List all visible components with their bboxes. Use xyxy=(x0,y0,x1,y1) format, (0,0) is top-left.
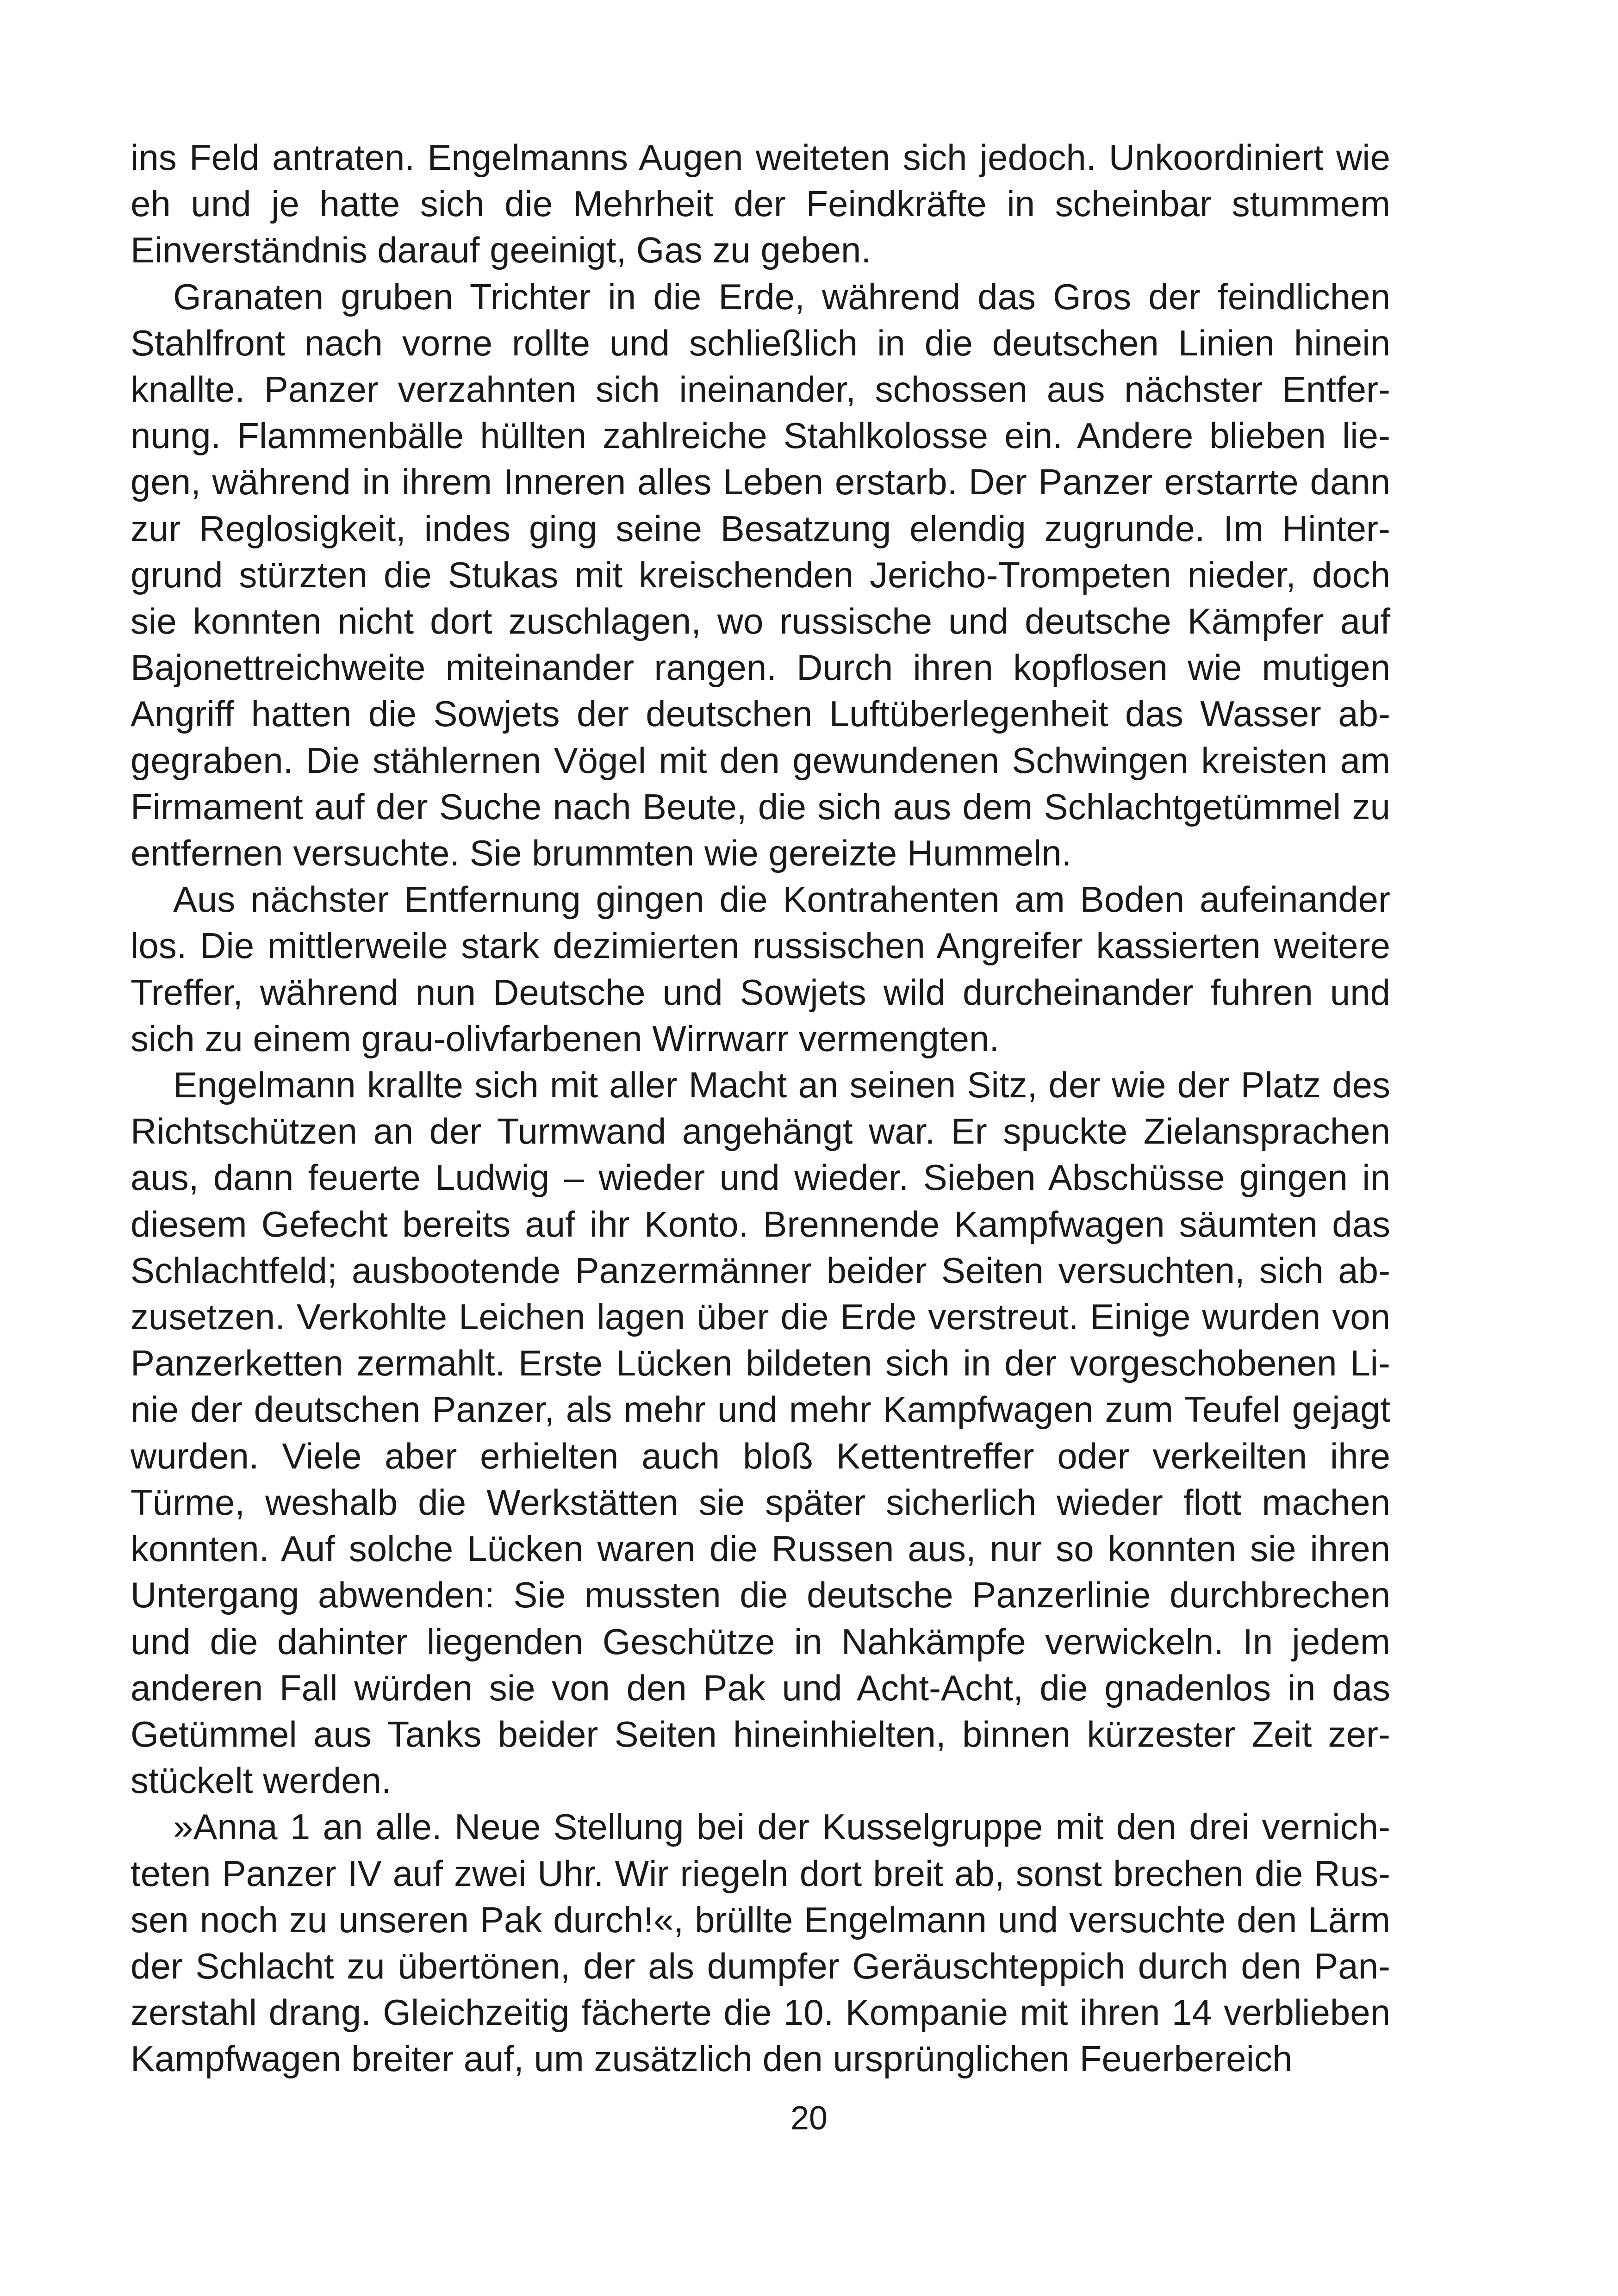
paragraph-4: Engelmann krallte sich mit aller Macht an seinen Sitz, der wie der Platz des Richtschützen an der Turmwand angehängt war. Er spuckte Zielansprachen aus, dann feuerte Ludwig – wieder und wieder. Sieben Abschüsse gingen in diesem Gefecht bereits auf ihr Konto. Brennende Kampfwagen säumten das Schlachtfeld; ausbootende Panzermänner beider Seiten versuchten, sich abzusetzen. Verkohlte Leichen lagen über die Erde verstreut. Einige wurden von Panzerketten zermahlt. Erste Lücken bildeten sich in der vorgeschobenen Linie der deutschen Panzer, als mehr und mehr Kampfwagen zum Teufel gejagt wurden. Viele aber erhielten auch bloß Kettentreffer oder verkeilten ihre Türme, weshalb die Werkstätten sie später sicherlich wieder flott machen konnten. Auf solche Lücken waren die Russen aus, nur so konnten sie ihren Untergang abwenden: Sie mussten die deutsche Panzerlinie durchbrechen und die dahinter liegenden Geschütze in Nahkämpfe verwickeln. In jedem anderen Fall würden sie von den Pak und Acht-Acht, die gnadenlos in das Getümmel aus Tanks beider Seiten hineinhielten, binnen kürzester Zeit zerstückelt werden. xyxy=(131,1064,1390,1801)
paragraph-5: »Anna 1 an alle. Neue Stellung bei der Kusselgruppe mit den drei vernichteten Panzer IV auf zwei Uhr. Wir riegeln dort breit ab, sonst brechen die Russen noch zu unseren Pak durch!«, brüllte Engelmann und versuchte den Lärm der Schlacht zu übertönen, der als dumpfer Geräuschteppich durch den Panzerstahl drang. Gleichzeitig fächerte die 10. Kompanie mit ihren 14 verblieben Kampfwagen breiter auf, um zusätzlich den ursprünglichen Feuerbereich xyxy=(131,1806,1390,2079)
paragraph-2: Granaten gruben Trichter in die Erde, während das Gros der feindlichen Stahlfront nach vorne rollte und schließlich in die deutschen Linien hinein knallte. Panzer verzahnten sich ineinander, schossen aus nächster Entfernung. Flammenbälle hüllten zahlreiche Stahlkolosse ein. Andere blieben liegen, während in ihrem Inneren alles Leben erstarb. Der Panzer erstarrte dann zur Reglosigkeit, indes ging seine Besatzung elendig zugrunde. Im Hintergrund stürzten die Stukas mit kreischenden Jericho-Trompeten nieder, doch sie konnten nicht dort zuschlagen, wo russische und deutsche Kämpfer auf Bajonettreichweite miteinander rangen. Durch ihren kopflosen wie mutigen Angriff hatten die Sowjets der deutschen Luftüberlegenheit das Wasser abgegraben. Die stählernen Vögel mit den gewundenen Schwingen kreisten am Firmament auf der Suche nach Beute, die sich aus dem Schlachtgetümmel zu entfernen versuchte. Sie brummten wie gereizte Hummeln. xyxy=(131,276,1390,874)
paragraph-3: Aus nächster Entfernung gingen die Kontrahenten am Boden aufeinander los. Die mittlerweile stark dezimierten russischen Angreifer kassierten weitere Treffer, während nun Deutsche und Sowjets wild durcheinander fuhren und sich zu einem grau-olivfarbenen Wirrwarr vermengten. xyxy=(131,879,1390,1059)
paragraph-1: ins Feld antraten. Engelmanns Augen weiteten sich jedoch. Unkoordiniert wie eh und je hatte sich die Mehrheit der Feindkräfte in scheinbar stummem Einverständnis darauf geeinigt, Gas zu geben. xyxy=(131,137,1390,271)
page-number: 20 xyxy=(790,2100,828,2137)
body-text xyxy=(131,134,1390,2082)
